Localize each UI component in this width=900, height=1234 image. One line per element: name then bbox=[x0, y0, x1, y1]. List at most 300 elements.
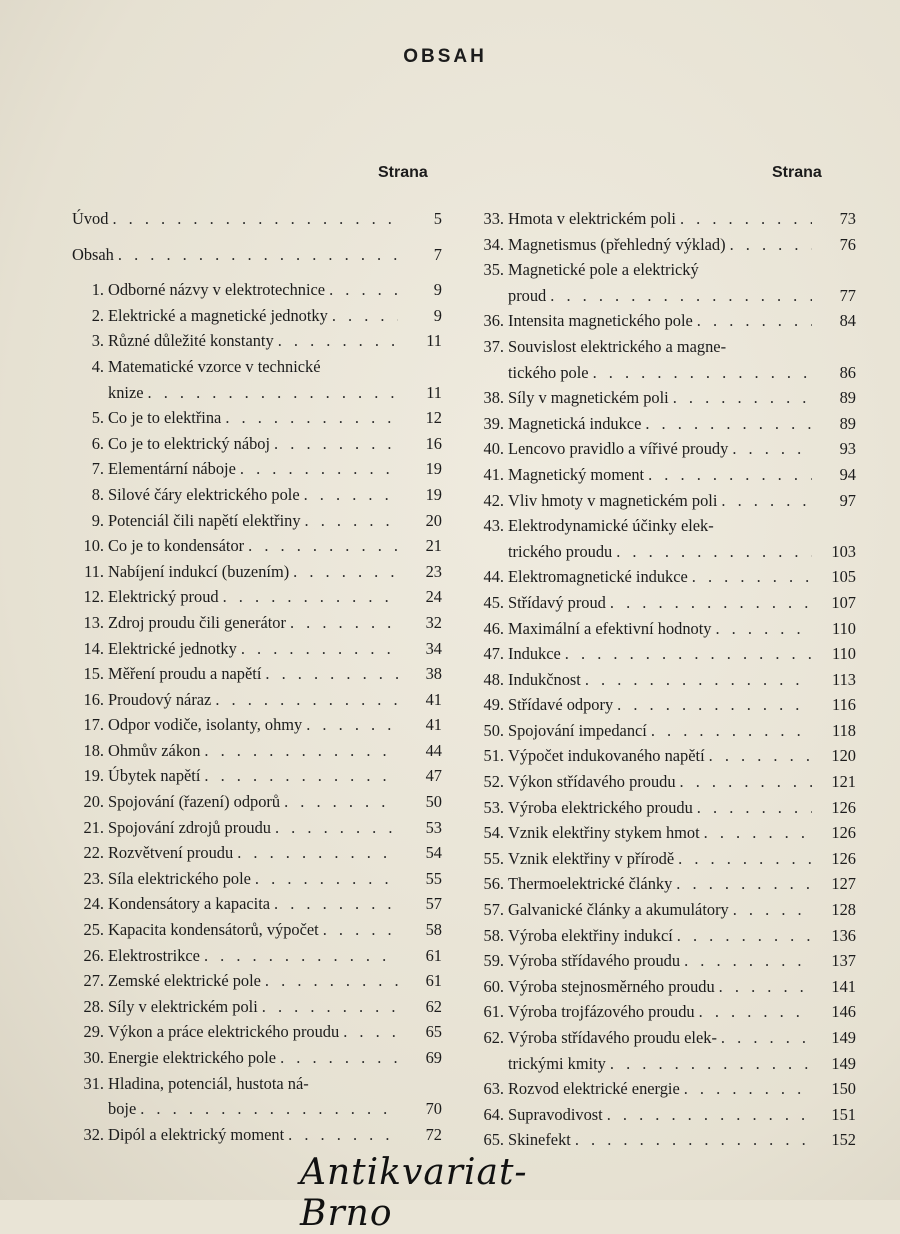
toc-leader-dots bbox=[676, 871, 812, 897]
toc-leader-dots bbox=[343, 1019, 398, 1045]
toc-entry-number: 28. bbox=[83, 996, 104, 1016]
toc-entry-title: Zemské elektrické pole bbox=[108, 971, 261, 991]
toc-leader-dots bbox=[715, 616, 812, 642]
toc-entry-page: 70 bbox=[425, 1099, 442, 1119]
toc-entry-title: Souvislost elektrického a magne- bbox=[508, 336, 727, 356]
toc-leader-dots bbox=[237, 840, 398, 866]
toc-entry-title: tického pole bbox=[508, 362, 589, 382]
toc-entry bbox=[72, 405, 442, 431]
toc-column-left bbox=[72, 206, 442, 1147]
toc-entry-page: 77 bbox=[839, 285, 856, 305]
toc-entry-title: Magnetická indukce bbox=[508, 413, 642, 433]
toc-entry-page: 5 bbox=[433, 209, 442, 228]
toc-leader-dots bbox=[255, 866, 398, 892]
toc-entry-page: 110 bbox=[832, 618, 856, 638]
toc-entry-page: 61 bbox=[425, 945, 442, 965]
toc-entry-number: 53. bbox=[483, 797, 504, 817]
toc-leader-dots bbox=[278, 328, 398, 354]
toc-entry-page: 9 bbox=[433, 305, 442, 325]
toc-entry bbox=[472, 1127, 856, 1153]
toc-entry-title: Výroba elektřiny indukcí bbox=[508, 925, 673, 945]
toc-entry bbox=[472, 616, 856, 642]
toc-entry-number: 34. bbox=[483, 234, 504, 254]
toc-entry bbox=[472, 462, 856, 488]
toc-leader-dots bbox=[709, 743, 812, 769]
toc-entry bbox=[472, 334, 856, 360]
page-column-header-left: Strana bbox=[378, 164, 428, 181]
toc-entry bbox=[72, 943, 442, 969]
toc-leader-dots bbox=[645, 411, 812, 437]
toc-entry-number: 42. bbox=[483, 490, 504, 510]
toc-entry-title: Kapacita kondensátorů, výpočet bbox=[108, 920, 319, 940]
toc-entry-title: Elektrostrikce bbox=[108, 945, 200, 965]
toc-entry-number: 35. bbox=[483, 260, 504, 280]
toc-entry bbox=[472, 283, 856, 309]
toc-entry-page: 69 bbox=[425, 1048, 442, 1067]
toc-entry-number: 10. bbox=[83, 536, 104, 556]
toc-entry-title: Co je to elektrický náboj bbox=[108, 433, 271, 453]
toc-entry-title: Zdroj proudu čili generátor bbox=[108, 612, 286, 632]
toc-entry bbox=[72, 242, 442, 268]
toc-entry-title: Supravodivost bbox=[508, 1104, 603, 1124]
toc-entry bbox=[72, 712, 442, 738]
toc-entry bbox=[72, 815, 442, 841]
toc-entry-title: Silové čáry elektrického pole bbox=[108, 484, 300, 504]
toc-leader-dots bbox=[288, 1122, 398, 1148]
toc-entry bbox=[72, 610, 442, 636]
toc-entry-number: 37. bbox=[483, 336, 504, 356]
toc-leader-dots bbox=[697, 308, 812, 334]
toc-entry-title: Elementární náboje bbox=[108, 459, 236, 479]
toc-entry-title: Spojování impedancí bbox=[508, 720, 647, 740]
toc-entry-page: 113 bbox=[832, 669, 856, 689]
toc-entry bbox=[72, 328, 442, 354]
toc-entry bbox=[472, 641, 856, 667]
toc-entry-title: Obsah bbox=[72, 244, 114, 264]
toc-entry-page: 53 bbox=[425, 817, 442, 837]
toc-entry-number: 2. bbox=[91, 305, 104, 325]
toc-entry bbox=[72, 1096, 442, 1122]
toc-entry bbox=[72, 431, 442, 457]
toc-entry bbox=[472, 1076, 856, 1102]
toc-entry-page: 93 bbox=[839, 439, 856, 459]
toc-leader-dots bbox=[610, 1051, 812, 1077]
toc-entry-title: Co je to elektřina bbox=[108, 408, 222, 428]
toc-entry-number: 60. bbox=[483, 976, 504, 996]
toc-entry-title: Odpor vodiče, isolanty, ohmy bbox=[108, 715, 303, 735]
toc-entry-page: 116 bbox=[832, 695, 856, 715]
toc-entry-number: 65. bbox=[483, 1130, 504, 1150]
toc-entry-title: trickými kmity bbox=[508, 1053, 606, 1073]
toc-entry bbox=[472, 974, 856, 1000]
toc-entry-page: 73 bbox=[839, 209, 856, 228]
toc-entry-page: 89 bbox=[839, 388, 856, 408]
toc-entry-title: Vliv hmoty v magnetickém poli bbox=[508, 490, 718, 510]
toc-entry-page: 50 bbox=[425, 792, 442, 812]
toc-leader-dots bbox=[215, 687, 398, 713]
toc-entry-number: 8. bbox=[91, 484, 104, 504]
toc-entry-number: 22. bbox=[83, 843, 104, 863]
toc-entry-title: Vznik elektřiny v přírodě bbox=[508, 848, 675, 868]
toc-entry-title: Thermoelektrické články bbox=[508, 874, 673, 894]
toc-entry-page: 126 bbox=[831, 848, 856, 868]
toc-entry-page: 150 bbox=[831, 1079, 856, 1099]
toc-entry-title: Elektromagnetické indukce bbox=[508, 567, 688, 587]
toc-entry bbox=[72, 380, 442, 406]
toc-leader-dots bbox=[730, 232, 812, 258]
toc-entry bbox=[472, 590, 856, 616]
toc-entry bbox=[472, 411, 856, 437]
toc-entry bbox=[72, 1045, 442, 1071]
toc-entry bbox=[72, 866, 442, 892]
toc-entry bbox=[472, 232, 856, 258]
toc-entry-number: 1. bbox=[91, 280, 104, 300]
toc-entry-page: 44 bbox=[425, 740, 442, 760]
toc-entry-page: 11 bbox=[426, 331, 442, 351]
toc-entry-number: 36. bbox=[483, 311, 504, 331]
toc-entry bbox=[72, 840, 442, 866]
toc-leader-dots bbox=[721, 488, 812, 514]
toc-entry-number: 19. bbox=[83, 766, 104, 786]
toc-entry bbox=[72, 891, 442, 917]
toc-entry-number: 30. bbox=[83, 1048, 104, 1067]
toc-entry-title: Výroba střídavého proudu elek- bbox=[508, 1028, 717, 1047]
toc-spacer bbox=[72, 232, 442, 242]
toc-entry-page: 19 bbox=[425, 484, 442, 504]
toc-entry-page: 149 bbox=[831, 1053, 856, 1073]
toc-entry-number: 24. bbox=[83, 894, 104, 914]
toc-entry-page: 127 bbox=[831, 874, 856, 894]
toc-leader-dots bbox=[204, 943, 398, 969]
toc-entry-number: 52. bbox=[483, 772, 504, 792]
toc-entry-page: 12 bbox=[425, 408, 442, 428]
toc-entry-number: 38. bbox=[483, 388, 504, 408]
toc-entry-title: Proudový náraz bbox=[108, 689, 212, 709]
toc-entry bbox=[472, 436, 856, 462]
toc-leader-dots bbox=[240, 456, 398, 482]
toc-entry bbox=[472, 820, 856, 846]
toc-entry-title: Síla elektrického pole bbox=[108, 868, 251, 888]
toc-entry-page: 62 bbox=[425, 996, 442, 1016]
toc-entry bbox=[72, 917, 442, 943]
toc-entry-title: Výpočet indukovaného napětí bbox=[508, 746, 705, 766]
toc-entry bbox=[472, 667, 856, 693]
toc-entry-number: 63. bbox=[483, 1079, 504, 1099]
toc-entry bbox=[472, 897, 856, 923]
toc-leader-dots bbox=[593, 360, 812, 386]
toc-leader-dots bbox=[204, 738, 398, 764]
toc-leader-dots bbox=[223, 584, 398, 610]
toc-leader-dots bbox=[617, 692, 812, 718]
toc-entry-title: knize bbox=[108, 382, 144, 402]
toc-entry-title: Úvod bbox=[72, 209, 109, 228]
toc-entry-title: Potenciál čili napětí elektřiny bbox=[108, 510, 301, 530]
toc-entry-page: 84 bbox=[839, 311, 856, 331]
toc-entry-page: 38 bbox=[425, 664, 442, 684]
toc-leader-dots bbox=[293, 559, 398, 585]
toc-entry-page: 105 bbox=[831, 567, 856, 587]
toc-entry-title: Úbytek napětí bbox=[108, 766, 201, 786]
toc-entry-page: 19 bbox=[425, 459, 442, 479]
toc-entry-title: Co je to kondensátor bbox=[108, 536, 245, 556]
toc-leader-dots bbox=[140, 1096, 398, 1122]
toc-entry-page: 152 bbox=[831, 1130, 856, 1150]
toc-entry-page: 41 bbox=[425, 715, 442, 735]
toc-entry-page: 126 bbox=[831, 797, 856, 817]
toc-leader-dots bbox=[306, 712, 398, 738]
toc-leader-dots bbox=[280, 1045, 398, 1071]
toc-entry bbox=[72, 1019, 442, 1045]
toc-entry-page: 21 bbox=[425, 536, 442, 556]
toc-leader-dots bbox=[565, 641, 812, 667]
toc-entry-number: 57. bbox=[483, 900, 504, 920]
toc-entry-number: 33. bbox=[483, 209, 504, 228]
toc-leader-dots bbox=[680, 206, 812, 232]
toc-leader-dots bbox=[648, 462, 812, 488]
toc-entry-number: 47. bbox=[483, 644, 504, 664]
toc-entry-number: 21. bbox=[83, 817, 104, 837]
toc-entry-number: 4. bbox=[91, 356, 104, 376]
toc-entry-page: 151 bbox=[831, 1104, 856, 1124]
toc-entry bbox=[72, 277, 442, 303]
toc-entry-page: 58 bbox=[425, 920, 442, 940]
toc-entry bbox=[472, 795, 856, 821]
toc-entry-title: Výroba stejnosměrného proudu bbox=[508, 976, 715, 996]
toc-entry-number: 64. bbox=[483, 1104, 504, 1124]
toc-entry-title: Hmota v elektrickém poli bbox=[508, 209, 676, 228]
toc-entry-page: 24 bbox=[425, 587, 442, 607]
toc-entry-title: Rozvod elektrické energie bbox=[508, 1079, 680, 1099]
toc-leader-dots bbox=[684, 1076, 812, 1102]
toc-entry bbox=[472, 718, 856, 744]
toc-entry-title: Výroba střídavého proudu bbox=[508, 951, 681, 971]
toc-entry-title: Výkon střídavého proudu bbox=[508, 772, 676, 792]
toc-entry-title: Rozvětvení proudu bbox=[108, 843, 234, 863]
toc-entry bbox=[72, 508, 442, 534]
toc-entry-title: Indukce bbox=[508, 644, 561, 664]
toc-leader-dots bbox=[265, 968, 398, 994]
toc-leader-dots bbox=[274, 891, 398, 917]
toc-entry bbox=[72, 789, 442, 815]
toc-entry-title: Měření proudu a napětí bbox=[108, 664, 262, 684]
toc-entry-title: trického proudu bbox=[508, 541, 613, 561]
toc-entry-number: 41. bbox=[483, 464, 504, 484]
toc-entry-title: Elektrické jednotky bbox=[108, 638, 237, 658]
toc-leader-dots bbox=[680, 769, 812, 795]
toc-entry-number: 3. bbox=[91, 331, 104, 351]
toc-leader-dots bbox=[585, 667, 812, 693]
toc-leader-dots bbox=[550, 283, 812, 309]
toc-entry bbox=[472, 539, 856, 565]
toc-leader-dots bbox=[248, 533, 398, 559]
toc-leader-dots bbox=[651, 718, 812, 744]
toc-entry-page: 23 bbox=[425, 561, 442, 581]
toc-entry-page: 16 bbox=[425, 433, 442, 453]
toc-entry-number: 56. bbox=[483, 874, 504, 894]
toc-leader-dots bbox=[684, 948, 812, 974]
toc-leader-dots bbox=[112, 206, 398, 232]
toc-entry-page: 76 bbox=[839, 234, 856, 254]
toc-leader-dots bbox=[673, 385, 812, 411]
toc-entry-title: Kondensátory a kapacita bbox=[108, 894, 271, 914]
toc-entry bbox=[72, 1122, 442, 1148]
toc-entry-title: Výkon a práce elektrického proudu bbox=[108, 1022, 340, 1042]
toc-entry-title: Magnetické pole a elektrický bbox=[508, 260, 699, 280]
toc-entry-title: boje bbox=[108, 1099, 137, 1119]
toc-entry bbox=[72, 354, 442, 380]
toc-entry-page: 137 bbox=[831, 951, 856, 971]
toc-leader-dots bbox=[304, 482, 398, 508]
page-column-header-right: Strana bbox=[772, 164, 822, 181]
toc-entry-number: 7. bbox=[91, 459, 104, 479]
toc-entry-number: 61. bbox=[483, 1002, 504, 1022]
toc-entry-page: 11 bbox=[426, 382, 442, 402]
toc-entry bbox=[472, 308, 856, 334]
toc-entry-title: Výroba elektrického proudu bbox=[508, 797, 693, 817]
toc-entry-number: 6. bbox=[91, 433, 104, 453]
toc-entry-title: Ohmův zákon bbox=[108, 740, 201, 760]
toc-entry-title: Intensita magnetického pole bbox=[508, 311, 693, 331]
toc-leader-dots bbox=[241, 636, 398, 662]
toc-entry bbox=[72, 206, 442, 232]
page-title: OBSAH bbox=[403, 46, 487, 67]
toc-entry-number: 48. bbox=[483, 669, 504, 689]
toc-entry-number: 59. bbox=[483, 951, 504, 971]
toc-entry-title: Elektrický proud bbox=[108, 587, 219, 607]
toc-entry bbox=[72, 482, 442, 508]
toc-entry-page: 57 bbox=[425, 894, 442, 914]
toc-entry-number: 50. bbox=[483, 720, 504, 740]
toc-leader-dots bbox=[305, 508, 398, 534]
toc-entry-number: 45. bbox=[483, 592, 504, 612]
toc-leader-dots bbox=[332, 303, 398, 329]
toc-entry-title: Nabíjení indukcí (buzením) bbox=[108, 561, 290, 581]
toc-leader-dots bbox=[616, 539, 812, 565]
toc-entry-page: 141 bbox=[831, 976, 856, 996]
toc-entry bbox=[472, 923, 856, 949]
toc-entry-number: 12. bbox=[83, 587, 104, 607]
toc-entry-title: Střídavé odpory bbox=[508, 695, 614, 715]
toc-leader-dots bbox=[575, 1127, 812, 1153]
toc-entry-page: 110 bbox=[832, 644, 856, 664]
toc-leader-dots bbox=[274, 431, 398, 457]
toc-entry-title: Indukčnost bbox=[508, 669, 581, 689]
toc-leader-dots bbox=[699, 999, 812, 1025]
toc-entry-title: Vznik elektřiny stykem hmot bbox=[508, 823, 700, 843]
toc-entry bbox=[472, 564, 856, 590]
toc-leader-dots bbox=[677, 923, 812, 949]
toc-entry-title: Elektrodynamické účinky elek- bbox=[508, 516, 714, 536]
toc-entry bbox=[72, 533, 442, 559]
toc-leader-dots bbox=[148, 380, 399, 406]
toc-entry-title: Energie elektrického pole bbox=[108, 1048, 277, 1067]
toc-entry-page: 146 bbox=[831, 1002, 856, 1022]
toc-leader-dots bbox=[225, 405, 398, 431]
toc-entry bbox=[72, 994, 442, 1020]
toc-leader-dots bbox=[265, 661, 398, 687]
toc-leader-dots bbox=[704, 820, 812, 846]
toc-entry-title: Skinefekt bbox=[508, 1130, 571, 1150]
toc-entry-title: Síly v elektrickém poli bbox=[108, 996, 258, 1016]
toc-entry-number: 49. bbox=[483, 695, 504, 715]
toc-entry bbox=[472, 999, 856, 1025]
toc-entry-page: 89 bbox=[839, 413, 856, 433]
toc-entry-number: 5. bbox=[91, 408, 104, 428]
toc-entry bbox=[472, 488, 856, 514]
toc-leader-dots bbox=[329, 277, 398, 303]
toc-entry-number: 17. bbox=[83, 715, 104, 735]
toc-leader-dots bbox=[204, 763, 398, 789]
toc-entry-title: Výroba trojfázového proudu bbox=[508, 1002, 695, 1022]
toc-entry-number: 39. bbox=[483, 413, 504, 433]
toc-entry bbox=[472, 513, 856, 539]
toc-leader-dots bbox=[323, 917, 398, 943]
toc-entry-number: 26. bbox=[83, 945, 104, 965]
toc-leader-dots bbox=[284, 789, 398, 815]
toc-entry-page: 41 bbox=[425, 689, 442, 709]
toc-entry-title: Různé důležité konstanty bbox=[108, 331, 274, 351]
toc-entry-page: 72 bbox=[425, 1124, 442, 1144]
toc-entry-title: Síly v magnetickém poli bbox=[508, 388, 669, 408]
toc-entry-number: 18. bbox=[83, 740, 104, 760]
toc-entry bbox=[72, 661, 442, 687]
toc-entry bbox=[472, 846, 856, 872]
toc-entry-page: 61 bbox=[425, 971, 442, 991]
toc-entry-page: 126 bbox=[831, 823, 856, 843]
toc-entry-number: 44. bbox=[483, 567, 504, 587]
toc-entry bbox=[472, 871, 856, 897]
toc-entry-page: 47 bbox=[425, 766, 442, 786]
toc-entry-page: 149 bbox=[831, 1028, 856, 1047]
toc-spacer bbox=[72, 267, 442, 277]
toc-leader-dots bbox=[697, 795, 812, 821]
toc-entry-number: 13. bbox=[83, 612, 104, 632]
toc-entry bbox=[472, 769, 856, 795]
toc-entry-page: 94 bbox=[839, 464, 856, 484]
toc-entry-title: Dipól a elektrický moment bbox=[108, 1124, 285, 1144]
toc-entry bbox=[472, 743, 856, 769]
toc-entry bbox=[72, 584, 442, 610]
toc-leader-dots bbox=[692, 564, 812, 590]
toc-entry-number: 54. bbox=[483, 823, 504, 843]
toc-entry-page: 128 bbox=[831, 900, 856, 920]
toc-entry-number: 46. bbox=[483, 618, 504, 638]
toc-entry bbox=[472, 360, 856, 386]
toc-entry-page: 118 bbox=[832, 720, 856, 740]
toc-entry-page: 9 bbox=[433, 280, 442, 300]
toc-entry bbox=[72, 303, 442, 329]
toc-entry-page: 97 bbox=[839, 490, 856, 510]
toc-entry-title: proud bbox=[508, 285, 547, 305]
toc-entry-number: 14. bbox=[83, 638, 104, 658]
toc-entry-number: 29. bbox=[83, 1022, 104, 1042]
toc-entry-title: Magnetismus (přehledný výklad) bbox=[508, 234, 726, 254]
toc-entry bbox=[472, 692, 856, 718]
toc-leader-dots bbox=[290, 610, 398, 636]
toc-entry-number: 40. bbox=[483, 439, 504, 459]
toc-entry-page: 55 bbox=[425, 868, 442, 888]
toc-entry-number: 20. bbox=[83, 792, 104, 812]
toc-leader-dots bbox=[275, 815, 398, 841]
toc-entry bbox=[72, 559, 442, 585]
toc-entry-title: Maximální a efektivní hodnoty bbox=[508, 618, 712, 638]
toc-leader-dots bbox=[721, 1025, 812, 1051]
toc-entry-number: 31. bbox=[83, 1073, 104, 1093]
toc-leader-dots bbox=[678, 846, 812, 872]
toc-entry-number: 43. bbox=[483, 516, 504, 536]
toc-entry-number: 62. bbox=[483, 1028, 504, 1047]
toc-entry bbox=[72, 738, 442, 764]
